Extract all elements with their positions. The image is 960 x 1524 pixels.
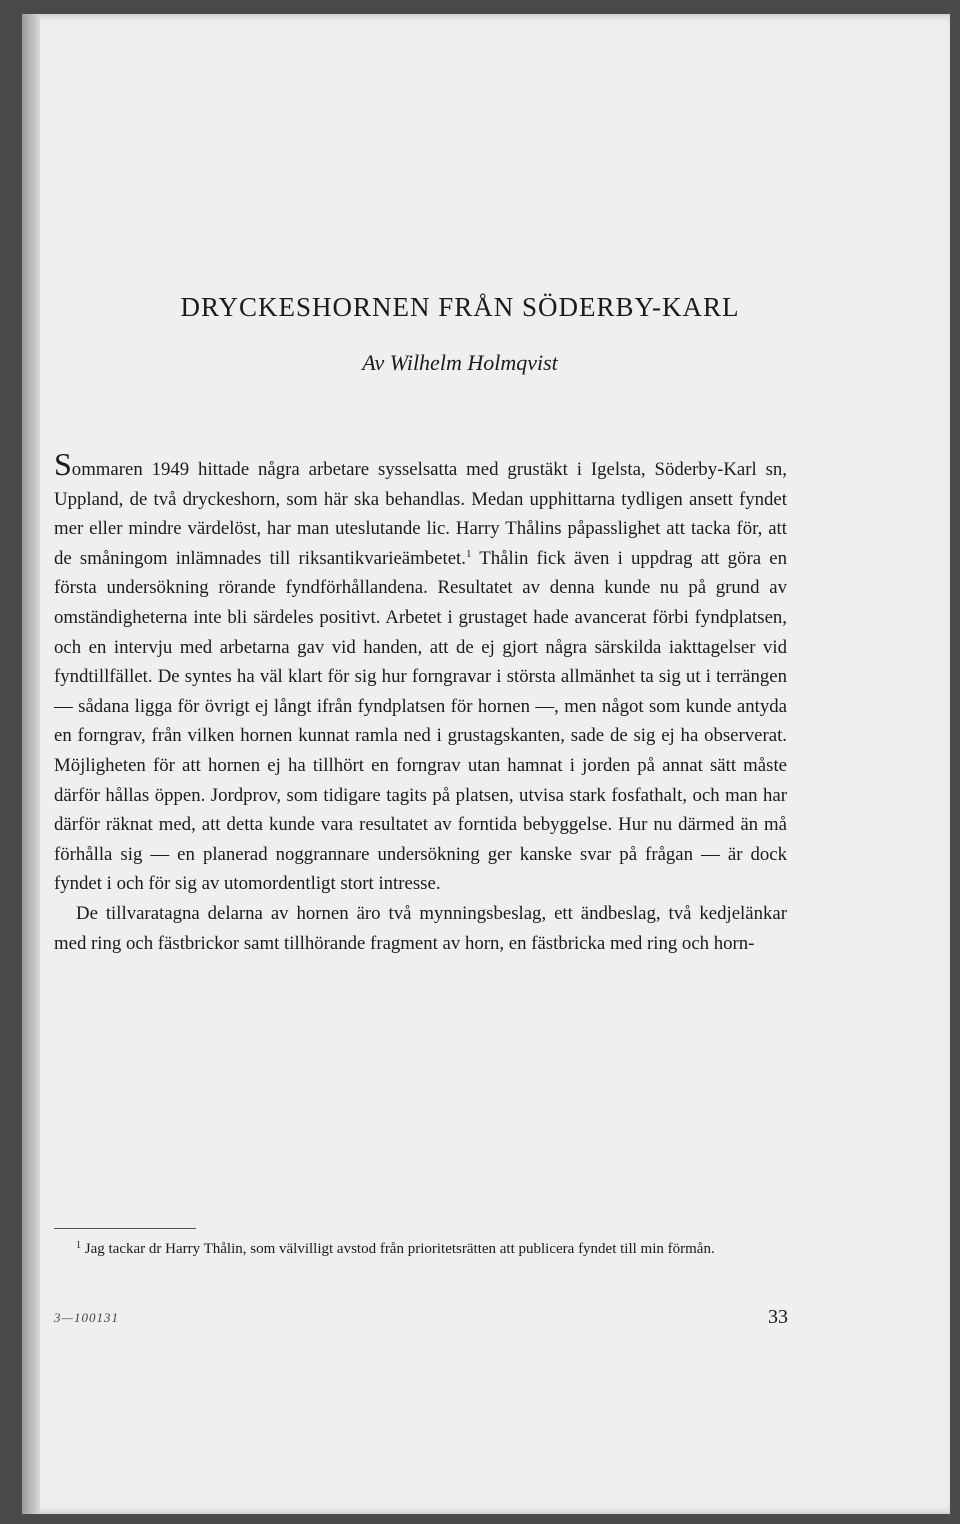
body-paragraph-1-part-b: Thålin fick även i uppdrag att göra en första undersökning rörande fyndförhållandena. Resultatet av denna kunde nu på grund av omständigheterna inte bli särdeles positivt. Arbetet i grustaget hade avancerat förbi fyndplatsen, och en intervju med arbetarna gav vid handen, att de ej gjort några särskilda iakttagelser vid fyndtillfället. De syntes ha väl klart för sig hur forngravar i största allmänhet ta sig ut i terrängen — sådana ligga för övrigt ej långt ifrån fyndplatsen för hornen —, men något som kunde antyda en forngrav, från vilken hornen kunnat ramla ned i grustagskanten, sade de sig ej ha observerat. Möjligheten för att hornen ej ha tillhört en forngrav utan hamnat i jorden på annat sätt måste därför hållas öppen. Jordprov, som tidigare tagits på platsen, utvisa stark fosfathalt, och man har därför räknat med, att detta kunde vara resultatet av forntida bebyggelse. Hur nu därmed än må förhålla sig — en planerad noggrannare undersökning ger kanske svar på frågan — är dock fyndet i och för sig av utomordentligt stort intresse. xyxy=(54,547,787,895)
page-spine-shadow xyxy=(22,14,40,1514)
drop-cap: S xyxy=(54,446,72,482)
body-paragraph-1 xyxy=(54,446,787,899)
body-paragraph-2: De tillvaratagna delarna av hornen äro två mynningsbeslag, ett ändbeslag, två kedjelänkar med ring och fästbrickor samt tillhörande fragment av horn, en fästbricka med ring och horn- xyxy=(54,902,787,954)
footnote-mark: 1 xyxy=(76,1240,81,1251)
footnote-divider xyxy=(54,1228,196,1229)
footnote xyxy=(54,1238,787,1261)
article-body xyxy=(54,446,787,958)
article-title: DRYCKESHORNEN FRÅN SÖDERBY-KARL xyxy=(180,292,740,322)
page-number: 33 xyxy=(768,1306,788,1328)
body-paragraph-1-part-a: ommaren 1949 hittade några arbetare sysselsatta med grustäkt i Igelsta, Söderby-Karl sn, Uppland, de två dryckeshorn, som här ska behandlas. Medan upphittarna tydligen ansett fyndet mer eller mindre värdelöst, har man uteslutande lic. Harry Thålins påpasslighet att tacka för, att de småningom inlämnades till riksantikvarieämbetet. xyxy=(54,459,787,569)
footnote-reference: 1 xyxy=(465,547,472,560)
footnote-text: Jag tackar dr Harry Thålin, som välvilligt avstod från prioritetsrätten att publicera fyndet till min förmån. xyxy=(81,1241,715,1257)
article-author: Av Wilhelm Holmqvist xyxy=(362,350,558,375)
printer-signature: 3—100131 xyxy=(54,1310,120,1325)
